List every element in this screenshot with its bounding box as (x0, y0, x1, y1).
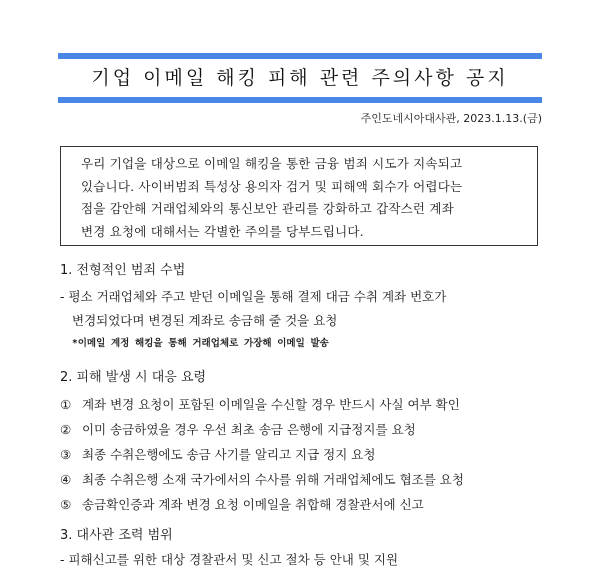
section-line: - 평소 거래업체와 주고 받던 이메일을 통해 결제 대금 수취 계좌 번호가 (60, 289, 447, 304)
section-heading: 3. 대사관 조력 범위 (60, 528, 173, 543)
list-item (60, 392, 550, 417)
title-bottom-rule (58, 97, 542, 103)
list-item (60, 442, 550, 467)
step-text: 최종 수취은행 소재 국가에서의 수사를 위해 거래업체에도 협조를 요청 (81, 472, 464, 487)
notice-line: 점을 감안해 거래업체와의 통신보안 관리를 강화하고 갑작스런 계좌 (81, 201, 454, 216)
section-response-guide (60, 368, 550, 517)
page-title: 기업 이메일 해킹 피해 관련 주의사항 공지 (91, 67, 509, 89)
step-text: 계좌 변경 요청이 포함된 이메일을 수신할 경우 반드시 사실 여부 확인 (81, 397, 460, 412)
section-heading: 2. 피해 발생 시 대응 요령 (60, 370, 207, 385)
step-number: ⑤ (60, 497, 72, 512)
section-crime-method (60, 261, 550, 355)
issuer-date: 주인도네시아대사관, 2023.1.13.(금) (360, 112, 542, 125)
step-text: 송금확인증과 계좌 변경 요청 이메일을 취합해 경찰관서에 신고 (81, 497, 424, 512)
section-note: *이메일 계정 해킹을 통해 거래업체로 가장해 이메일 발송 (72, 338, 329, 349)
notice-line: 있습니다. 사이버범죄 특성상 용의자 검거 및 피해액 회수가 어렵다는 (81, 178, 463, 194)
step-number: ③ (60, 447, 72, 462)
section-heading: 1. 전형적인 범죄 수법 (60, 263, 186, 278)
step-number: ④ (60, 472, 72, 487)
list-item (60, 417, 550, 442)
notice-line: 변경 요청에 대해서는 각별한 주의를 당부드립니다. (81, 223, 364, 239)
step-text: 최종 수취은행에도 송금 사기를 알리고 지급 정지 요청 (81, 447, 376, 462)
section-line: - 피해신고를 위한 대상 경찰관서 및 신고 절차 등 안내 및 지원 (60, 552, 399, 567)
list-item (60, 492, 550, 517)
title-top-rule (58, 53, 542, 59)
response-steps-list (60, 392, 550, 517)
step-number: ① (60, 397, 72, 412)
section-embassy-support (60, 526, 550, 572)
list-item (60, 467, 550, 492)
step-text: 이미 송금하였을 경우 우선 최초 송금 은행에 지급정지를 요청 (81, 422, 416, 437)
notice-box (60, 146, 538, 246)
step-number: ② (60, 422, 72, 437)
section-line: 변경되었다며 변경된 계좌로 송금해 줄 것을 요청 (72, 313, 338, 328)
notice-line: 우리 기업을 대상으로 이메일 해킹을 통한 금융 범죄 시도가 지속되고 (81, 156, 463, 171)
